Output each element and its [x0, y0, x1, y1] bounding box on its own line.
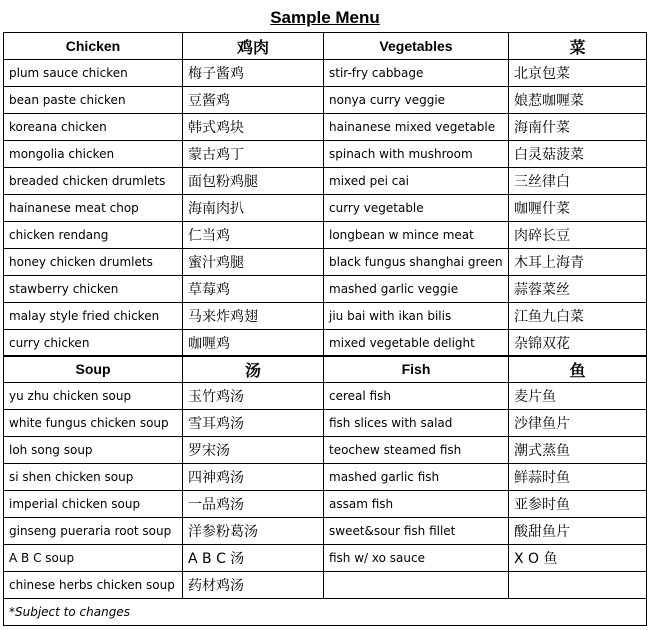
fish-en-cell: mashed garlic fish [324, 464, 509, 491]
soup-cn-cell: A B C 汤 [183, 545, 324, 572]
chicken-cn-cell: 蒙古鸡丁 [183, 141, 324, 168]
vegetables-cn-cell: 白灵菇菠菜 [509, 141, 647, 168]
fish-en-cell: fish w/ xo sauce [324, 545, 509, 572]
fish-cn-cell [509, 572, 647, 599]
soup-en-cell: A B C soup [4, 545, 183, 572]
vegetables-en-cell: stir-fry cabbage [324, 60, 509, 87]
soup-cn-cell: 洋参粉葛汤 [183, 518, 324, 545]
chicken-en-cell: hainanese meat chop [4, 195, 183, 222]
soup-en-cell: si shen chicken soup [4, 464, 183, 491]
vegetables-cn-cell: 咖喱什菜 [509, 195, 647, 222]
soup-cn-cell: 药材鸡汤 [183, 572, 324, 599]
fish-cn-cell: 酸甜鱼片 [509, 518, 647, 545]
vegetables-cn-cell: 蒜蓉菜丝 [509, 276, 647, 303]
vegetables-en-cell: mixed pei cai [324, 168, 509, 195]
menu-row [4, 60, 647, 87]
soup-en-cell: imperial chicken soup [4, 491, 183, 518]
soup-cn-cell: 玉竹鸡汤 [183, 383, 324, 410]
header-row [4, 356, 647, 383]
chicken-en-cell: koreana chicken [4, 114, 183, 141]
fish-cn-cell: 麦片鱼 [509, 383, 647, 410]
vegetables-cn-cell: 娘惹咖喱菜 [509, 87, 647, 114]
soup-fish-table [3, 355, 647, 626]
vegetables-en-cell: longbean w mince meat [324, 222, 509, 249]
soup-en-cell: loh song soup [4, 437, 183, 464]
vegetables-en-cell: jiu bai with ikan bilis [324, 303, 509, 330]
menu-row [4, 114, 647, 141]
chicken-cn-cell: 面包粉鸡腿 [183, 168, 324, 195]
vegetables-cn-cell: 三丝律白 [509, 168, 647, 195]
vegetables-en-cell: mashed garlic veggie [324, 276, 509, 303]
vegetables-en-cell: spinach with mushroom [324, 141, 509, 168]
vegetables-en-cell: black fungus shanghai green [324, 249, 509, 276]
menu-row [4, 87, 647, 114]
soup-en-cell: yu zhu chicken soup [4, 383, 183, 410]
menu-row [4, 545, 647, 572]
fish-en-cell: teochew steamed fish [324, 437, 509, 464]
chicken-cn-cell: 草莓鸡 [183, 276, 324, 303]
soup-en-cell: ginseng pueraria root soup [4, 518, 183, 545]
header-row [4, 33, 647, 60]
chicken-en-header: Chicken [4, 33, 183, 60]
menu-row [4, 437, 647, 464]
menu-row [4, 141, 647, 168]
vegetables-en-cell: mixed vegetable delight [324, 330, 509, 357]
chicken-cn-cell: 海南肉扒 [183, 195, 324, 222]
menu-row [4, 572, 647, 599]
fish-en-cell: assam fish [324, 491, 509, 518]
chicken-en-cell: chicken rendang [4, 222, 183, 249]
soup-cn-cell: 一品鸡汤 [183, 491, 324, 518]
chicken-vegetables-table [3, 32, 647, 357]
menu-title: Sample Menu [270, 8, 380, 27]
vegetables-cn-cell: 江鱼九白菜 [509, 303, 647, 330]
chicken-en-cell: plum sauce chicken [4, 60, 183, 87]
vegetables-en-cell: curry vegetable [324, 195, 509, 222]
fish-cn-cell: X O 鱼 [509, 545, 647, 572]
vegetables-en-cell: nonya curry veggie [324, 87, 509, 114]
soup-cn-cell: 雪耳鸡汤 [183, 410, 324, 437]
chicken-cn-cell: 马来炸鸡翅 [183, 303, 324, 330]
chicken-en-cell: bean paste chicken [4, 87, 183, 114]
menu-row [4, 276, 647, 303]
soup-en-cell: chinese herbs chicken soup [4, 572, 183, 599]
fish-cn-cell: 鲜蒜时鱼 [509, 464, 647, 491]
vegetables-en-header: Vegetables [324, 33, 509, 60]
chicken-en-cell: breaded chicken drumlets [4, 168, 183, 195]
chicken-cn-cell: 梅子酱鸡 [183, 60, 324, 87]
fish-cn-cell: 潮式蒸鱼 [509, 437, 647, 464]
menu-row [4, 303, 647, 330]
menu-row [4, 383, 647, 410]
fish-en-cell: sweet&sour fish fillet [324, 518, 509, 545]
menu-row [4, 330, 647, 357]
menu-row [4, 464, 647, 491]
soup-cn-cell: 四神鸡汤 [183, 464, 324, 491]
menu-row [4, 491, 647, 518]
chicken-en-cell: stawberry chicken [4, 276, 183, 303]
vegetables-cn-cell: 海南什菜 [509, 114, 647, 141]
chicken-cn-cell: 韩式鸡块 [183, 114, 324, 141]
fish-en-cell: cereal fish [324, 383, 509, 410]
chicken-cn-cell: 咖喱鸡 [183, 330, 324, 357]
chicken-cn-header: 鸡肉 [183, 33, 324, 60]
menu-row [4, 222, 647, 249]
chicken-en-cell: honey chicken drumlets [4, 249, 183, 276]
fish-en-cell [324, 572, 509, 599]
fish-cn-cell: 亚参时鱼 [509, 491, 647, 518]
soup-en-header: Soup [4, 356, 183, 383]
soup-cn-header: 汤 [183, 356, 324, 383]
vegetables-cn-cell: 北京包菜 [509, 60, 647, 87]
fish-cn-header: 鱼 [509, 356, 647, 383]
fish-cn-cell: 沙律鱼片 [509, 410, 647, 437]
vegetables-cn-header: 菜 [509, 33, 647, 60]
vegetables-cn-cell: 肉碎长豆 [509, 222, 647, 249]
chicken-cn-cell: 仁当鸡 [183, 222, 324, 249]
chicken-cn-cell: 豆酱鸡 [183, 87, 324, 114]
vegetables-cn-cell: 木耳上海青 [509, 249, 647, 276]
chicken-cn-cell: 蜜汁鸡腿 [183, 249, 324, 276]
subject-to-changes-note: *Subject to changes [4, 599, 647, 626]
fish-en-cell: fish slices with salad [324, 410, 509, 437]
menu-row [4, 168, 647, 195]
soup-cn-cell: 罗宋汤 [183, 437, 324, 464]
vegetables-en-cell: hainanese mixed vegetable [324, 114, 509, 141]
soup-en-cell: white fungus chicken soup [4, 410, 183, 437]
menu-row [4, 249, 647, 276]
vegetables-cn-cell: 杂锦双花 [509, 330, 647, 357]
chicken-en-cell: malay style fried chicken [4, 303, 183, 330]
menu-row [4, 410, 647, 437]
fish-en-header: Fish [324, 356, 509, 383]
chicken-en-cell: mongolia chicken [4, 141, 183, 168]
menu-row [4, 195, 647, 222]
note-row [4, 599, 647, 626]
menu-row [4, 518, 647, 545]
chicken-en-cell: curry chicken [4, 330, 183, 357]
